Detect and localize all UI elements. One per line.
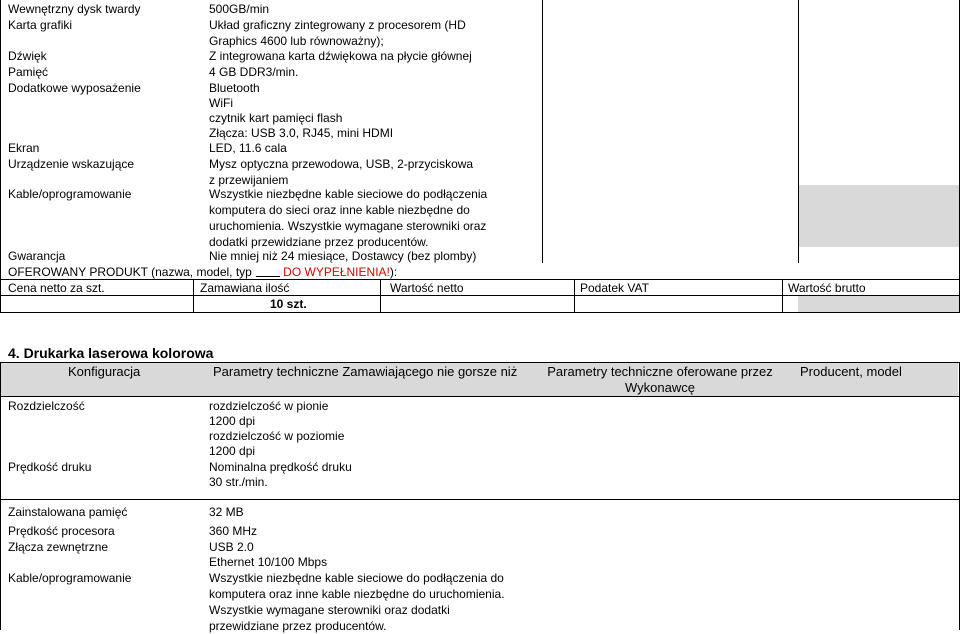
row-label: Prędkość procesora: [8, 524, 115, 538]
row-value-line: czytnik kart pamięci flash: [209, 111, 343, 125]
row-value-line: 30 str./min.: [209, 475, 268, 489]
row-value: Nie mniej niż 24 miesiące, Dostawcy (bez plomby): [209, 249, 477, 263]
row-label: Ekran: [8, 141, 40, 155]
row-label: Dodatkowe wyposażenie: [8, 81, 141, 95]
price-header: Wartość brutto: [788, 281, 866, 295]
row-label: Gwarancja: [8, 249, 66, 263]
header-producer: Producent, model: [800, 364, 902, 379]
row-value-line: Bluetooth: [209, 81, 260, 95]
row-value-line: Nominalna prędkość druku: [209, 460, 352, 474]
dash-line: [256, 269, 280, 277]
row-value-line: 1200 dpi: [209, 414, 256, 428]
header-config: Konfiguracja: [68, 364, 141, 379]
row-value-line: rozdzielczość w pionie: [209, 399, 329, 413]
row-label: Rozdzielczość: [8, 399, 85, 413]
row-value: 32 MB: [209, 505, 244, 519]
row-label: Urządzenie wskazujące: [8, 157, 135, 171]
row-label: Karta grafiki: [8, 18, 73, 32]
row-label: Dźwięk: [8, 49, 47, 63]
header-offered: Parametry techniczne oferowane przez Wykonawcę: [547, 364, 773, 395]
row-value: 500GB/min: [209, 2, 270, 16]
row-label: Zainstalowana pamięć: [8, 505, 128, 519]
row-value: 360 MHz: [209, 524, 258, 538]
row-label: Kable/oprogramowanie: [8, 187, 132, 201]
price-header: Podatek VAT: [580, 281, 649, 295]
row-value-line: 1200 dpi: [209, 444, 256, 458]
row-value: LED, 11.6 cala: [209, 141, 287, 155]
row-value: Mysz optyczna przewodowa, USB, 2-przyciskowa z przewijaniem: [209, 157, 474, 187]
quantity-value: 10 szt.: [270, 297, 307, 311]
row-value: Układ graficzny zintegrowany z procesorem (HD Graphics 4600 lub równoważny);: [209, 18, 466, 48]
price-header: Zamawiana ilość: [200, 281, 290, 295]
price-header: Cena netto za szt.: [8, 281, 105, 295]
row-label: Pamięć: [8, 65, 49, 79]
offered-product-label: OFEROWANY PRODUKT (nazwa, model, typ DO WYPEŁNIENIA!):: [8, 265, 398, 279]
section-title: 4. Drukarka laserowa kolorowa: [8, 345, 214, 361]
row-value: 4 GB DDR3/min.: [209, 65, 299, 79]
header-required: Parametry techniczne Zamawiającego nie gorsze niż: [213, 364, 518, 379]
row-value-line: rozdzielczość w poziomie: [209, 429, 345, 443]
row-value-line: WiFi: [209, 96, 233, 110]
row-value: Wszystkie niezbędne kable sieciowe do podłączenia komputera do sieci oraz inne kable niezbędne do uruchomienia. Wszystkie wymagane sterowniki oraz dodatki przewidziane przez producentów.: [209, 187, 488, 249]
price-header: Wartość netto: [390, 281, 464, 295]
row-value: Z integrowana karta dźwiękowa na płycie głównej: [209, 49, 472, 63]
row-value-line: USB 2.0: [209, 540, 254, 554]
row-value-line: Ethernet 10/100 Mbps: [209, 555, 328, 569]
row-label: Złącza zewnętrzne: [8, 540, 109, 554]
row-label: Wewnętrzny dysk twardy: [8, 2, 141, 16]
row-label: Kable/oprogramowanie: [8, 571, 132, 585]
row-label: Prędkość druku: [8, 460, 92, 474]
row-value: Wszystkie niezbędne kable sieciowe do podłączenia do komputera oraz inne kable niezbędne do uruchomienia. Wszystkie wymagane sterowniki oraz dodatki przewidziane przez producentów.: [209, 571, 505, 633]
row-value-line: Złącza: USB 3.0, RJ45, mini HDMI: [209, 126, 394, 140]
